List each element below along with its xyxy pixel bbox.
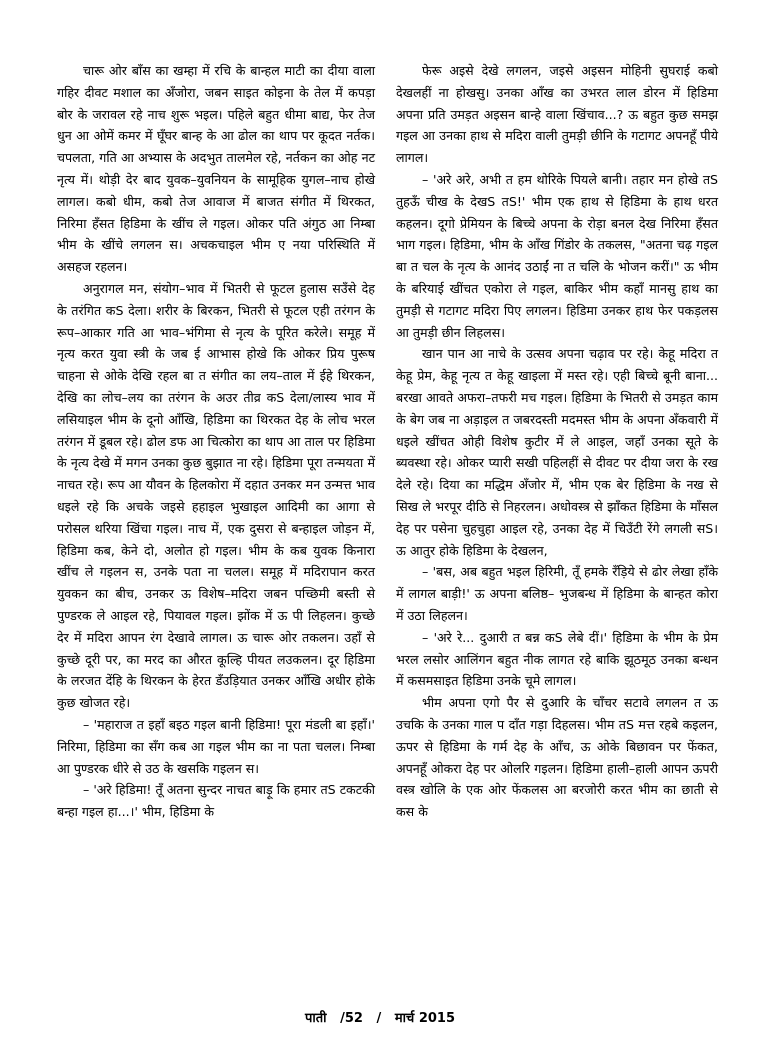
paragraph: खान पान आ नाचे के उत्सव अपना चढ़ाव पर रहे। केहू मदिरा त केहू प्रेम, केहू नृत्य त केहू खाइला में मस्त रहे। एही बिच्चे बूनी बाना... बरखा आवते अफरा–तफरी मच गइल। हिडिमा के भितरी से उमड़त काम के बेग जब ना अड़ाइल त जबरदस्ती मदमस्त भीम के अपना अँकवारी में धइले खींचत ओही विशेष कुटीर में ले आइल, जहाँ उनका सूते के ब्यवस्था रहे। ओकर प्यारी सखी पहिलहीं से दीवट पर दीया जरा के रख देले रहे। दिया का मद्धिम अँजोर में, भीम एक बेर हिडिमा के नख से सिख ले भरपूर दीठि से निहरलन। अधोवस्त्र से झाँकत हिडिमा के माँसल देह पर पसेना चुहचुहा आइल रहे, उनका देह में चिउँटी रेंगे लगली सS। ऊ आतुर होके हिडिमा के देखलन, [396,346,718,558]
paragraph: – 'अरे रे... दुआरी त बन्न कS लेबे दीं।' हिडिमा के भीम के प्रेम भरल लसोर आलिंगन बहुत नीक लागत रहे बाकि झूठमूठ उनका बन्धन में कसमसाइत हिडिमा उनके चूमे लागल। [396,629,718,689]
paragraph: – 'बस, अब बहुत भइल हिरिमी, तूँ हमके रँड़िये से ढोर लेखा हाँके में लागल बाड़ी!' ऊ अपना बलिष्ठ– भुजबन्ध में हिडिमा के बान्हत कोरा में उठा लिहलन। [396,564,718,623]
paragraph: अनुरागल मन, संयोग–भाव में भितरी से फूटल हुलास सउँसे देह के तरंगित कS देला। शरीर के बिरकन, भितरी से फूटल एही तरंगन के रूप–आकार गति आ भाव–भंगिमा से नृत्य के पूरित करेले। समूह में नृत्य करत युवा स्त्री के जब ई आभास होखे कि ओकर प्रिय पुरूष चाहना से ओके देखि रहल बा त संगीत का लय–ताल में ईहे थिरकन, देखि का लोच–लय का तरंगन के अउर तीव्र कS देला/लास्य भाव में लसियाइल भीम के दूनो आँखि, हिडिमा का थिरकत देह के लोच भरल तरंगन में डूबल रहे। ढोल डफ आ चित्कोरा का थाप आ ताल पर हिडिमा के नृत्य देखे में मगन उनका कुछ बुझात ना रहे। हिडिमा पूरा तन्मयता में नाचत रहे। रूप आ यौवन के हिलकोरा में दहात उनकर मन उन्मत्त भाव धइले रहे कि अचके जइसे हहाइल भुखाइल आदिमी का आगा से परोसल थरिया खिंचा गइल। नाच में, एक दुसरा से बन्हाइल जोड़न में, हिडिमा कब, केने दो, अलोत हो गइल। भीम के कब युवक किनारा खींच ले गइलन स, उनके पता ना चलल। समूह में मदिरापान करत युवकन का बीच, उनकर ऊ विशेष–मदिरा जबन पच्छिमी बस्ती से पुण्डरक ले आइल रहे, पियावल गइल। झोंक में ऊ पी लिहलन। कुच्छे देर में मदिरा आपन रंग देखावे लागल। ऊ चारू ओर तकलन। उहाँ से कुच्छे दूरी पर, का मरद का औरत कूल्हि पीयत लउकलन। दूर हिडिमा के लरजत देंहि के थिरकन के हेरत डँउड़ियात उनकर आँखि अधीर होके कुछ खोजत रहे। [57,280,375,711]
page-number: /52 [340,1011,363,1026]
paragraph: – 'अरे अरे, अभी त हम थोरिके पियले बानी। तहार मन होखे तS तुहऊँ चीख के देखS तS!' भीम एक हाथ से हिडिमा के हाथ धरत कहलन। दूगो प्रेमियन के बिच्चे अपना के रोड़ा बनल देख निरिमा हँसत भाग गइल। हिडिमा, भीम के आँख गिंडोर के तकलस, "अतना चढ़ गइल बा त चल के नृत्य के आनंद उठाईं ना त चलि के भोजन करीं।" ऊ भीम के बरियाई खींचत एकोरा ले गइल, बाकिर भीम कहाँ मानसु हाथ का तुमड़ी से गटागट मदिरा पिए लगलन। हिडिमा उनकर हाथ फेर पकड़लस आ तुमड़ी छीन लिहलस। [396,171,718,340]
left-column [57,60,375,823]
issue-date: मार्च 2015 [394,1011,455,1026]
paragraph: – 'महाराज त इहाँ बइठ गइल बानी हिडिमा! पूरा मंडली बा इहाँ।' निरिमा, हिडिमा का सँग कब आ गइल भीम का ना पता चलल। निम्बा आ पुण्डरक धीरे से उठ के खसकि गइलन स। [57,716,375,776]
paragraph: भीम अपना एगो पैर से दुआरि के चाँचर सटावे लगलन त ऊ उचकि के उनका गाल प दाँत गड़ा दिहलस। भीम तS मत्त रहबे कइलन, ऊपर से हिडिमा के गर्म देह के आँच, ऊ ओके बिछावन पर फेंकत, अपनहूँ ओकरा देह पर ओलरि गइलन। हिडिमा हाली–हाली आपन ऊपरी वस्त्र खोलि के एक ओर फेंकलस आ बरजोरी करत भीम का छाती से कस के [396,695,718,820]
footer-separator: / [376,1011,382,1026]
right-column [396,60,718,823]
paragraph: चारू ओर बाँस का खम्हा में रचि के बान्हल माटी का दीया वाला गहिर दीवट मशाल का अँजोरा, जबन साइत कोइना के तेल में कपड़ा बोर के जरावल रहे नाच शुरू भइल। पहिले बहुत धीमा बाद्य, फेर तेज धुन आ ओमें कमर में घूँघर बान्ह के आ ढोल का थाप पर कूदत नर्तक। चपलता, गति आ अभ्यास के अदभुत तालमेल रहे, नर्तकन का ओह नट नृत्य में। थोड़ी देर बाद युवक–युवनियन के सामूहिक युगल–नाच होखे लागल। कबो धीम, कबो तेज आवाज में बाजत संगीत में थिरकत, निरिमा हँसत हिडिमा के खींच ले गइल। ओकर पति अंगुठ आ निम्बा भीम के खींचे लगलन स। अचकचाइल भीम ए नया परिस्थिति में असहज रहलन। [57,63,375,275]
magazine-name: पाती [304,1011,327,1026]
paragraph: – 'अरे हिडिमा! तूँ अतना सुन्दर नाचत बाड़ू कि हमार तS टकटकी बन्हा गइल हा...।' भीम, हिडिमा के [57,782,375,820]
page-footer [0,1008,760,1026]
paragraph: फेरू अइसे देखे लगलन, जइसे अइसन मोहिनी सुघराई कबो देखलहीं ना होखसु। उनका आँख का उभरत लाल डोरन में हिडिमा अपना प्रति उमड़त अइसन बान्हे वाला खिंचाव...? ऊ बहुत कुछ समझ गइल आ उनका हाथ से मदिरा वाली तुमड़ी छीनि के गटागट अपनहूँ पीये लागल। [396,63,718,166]
